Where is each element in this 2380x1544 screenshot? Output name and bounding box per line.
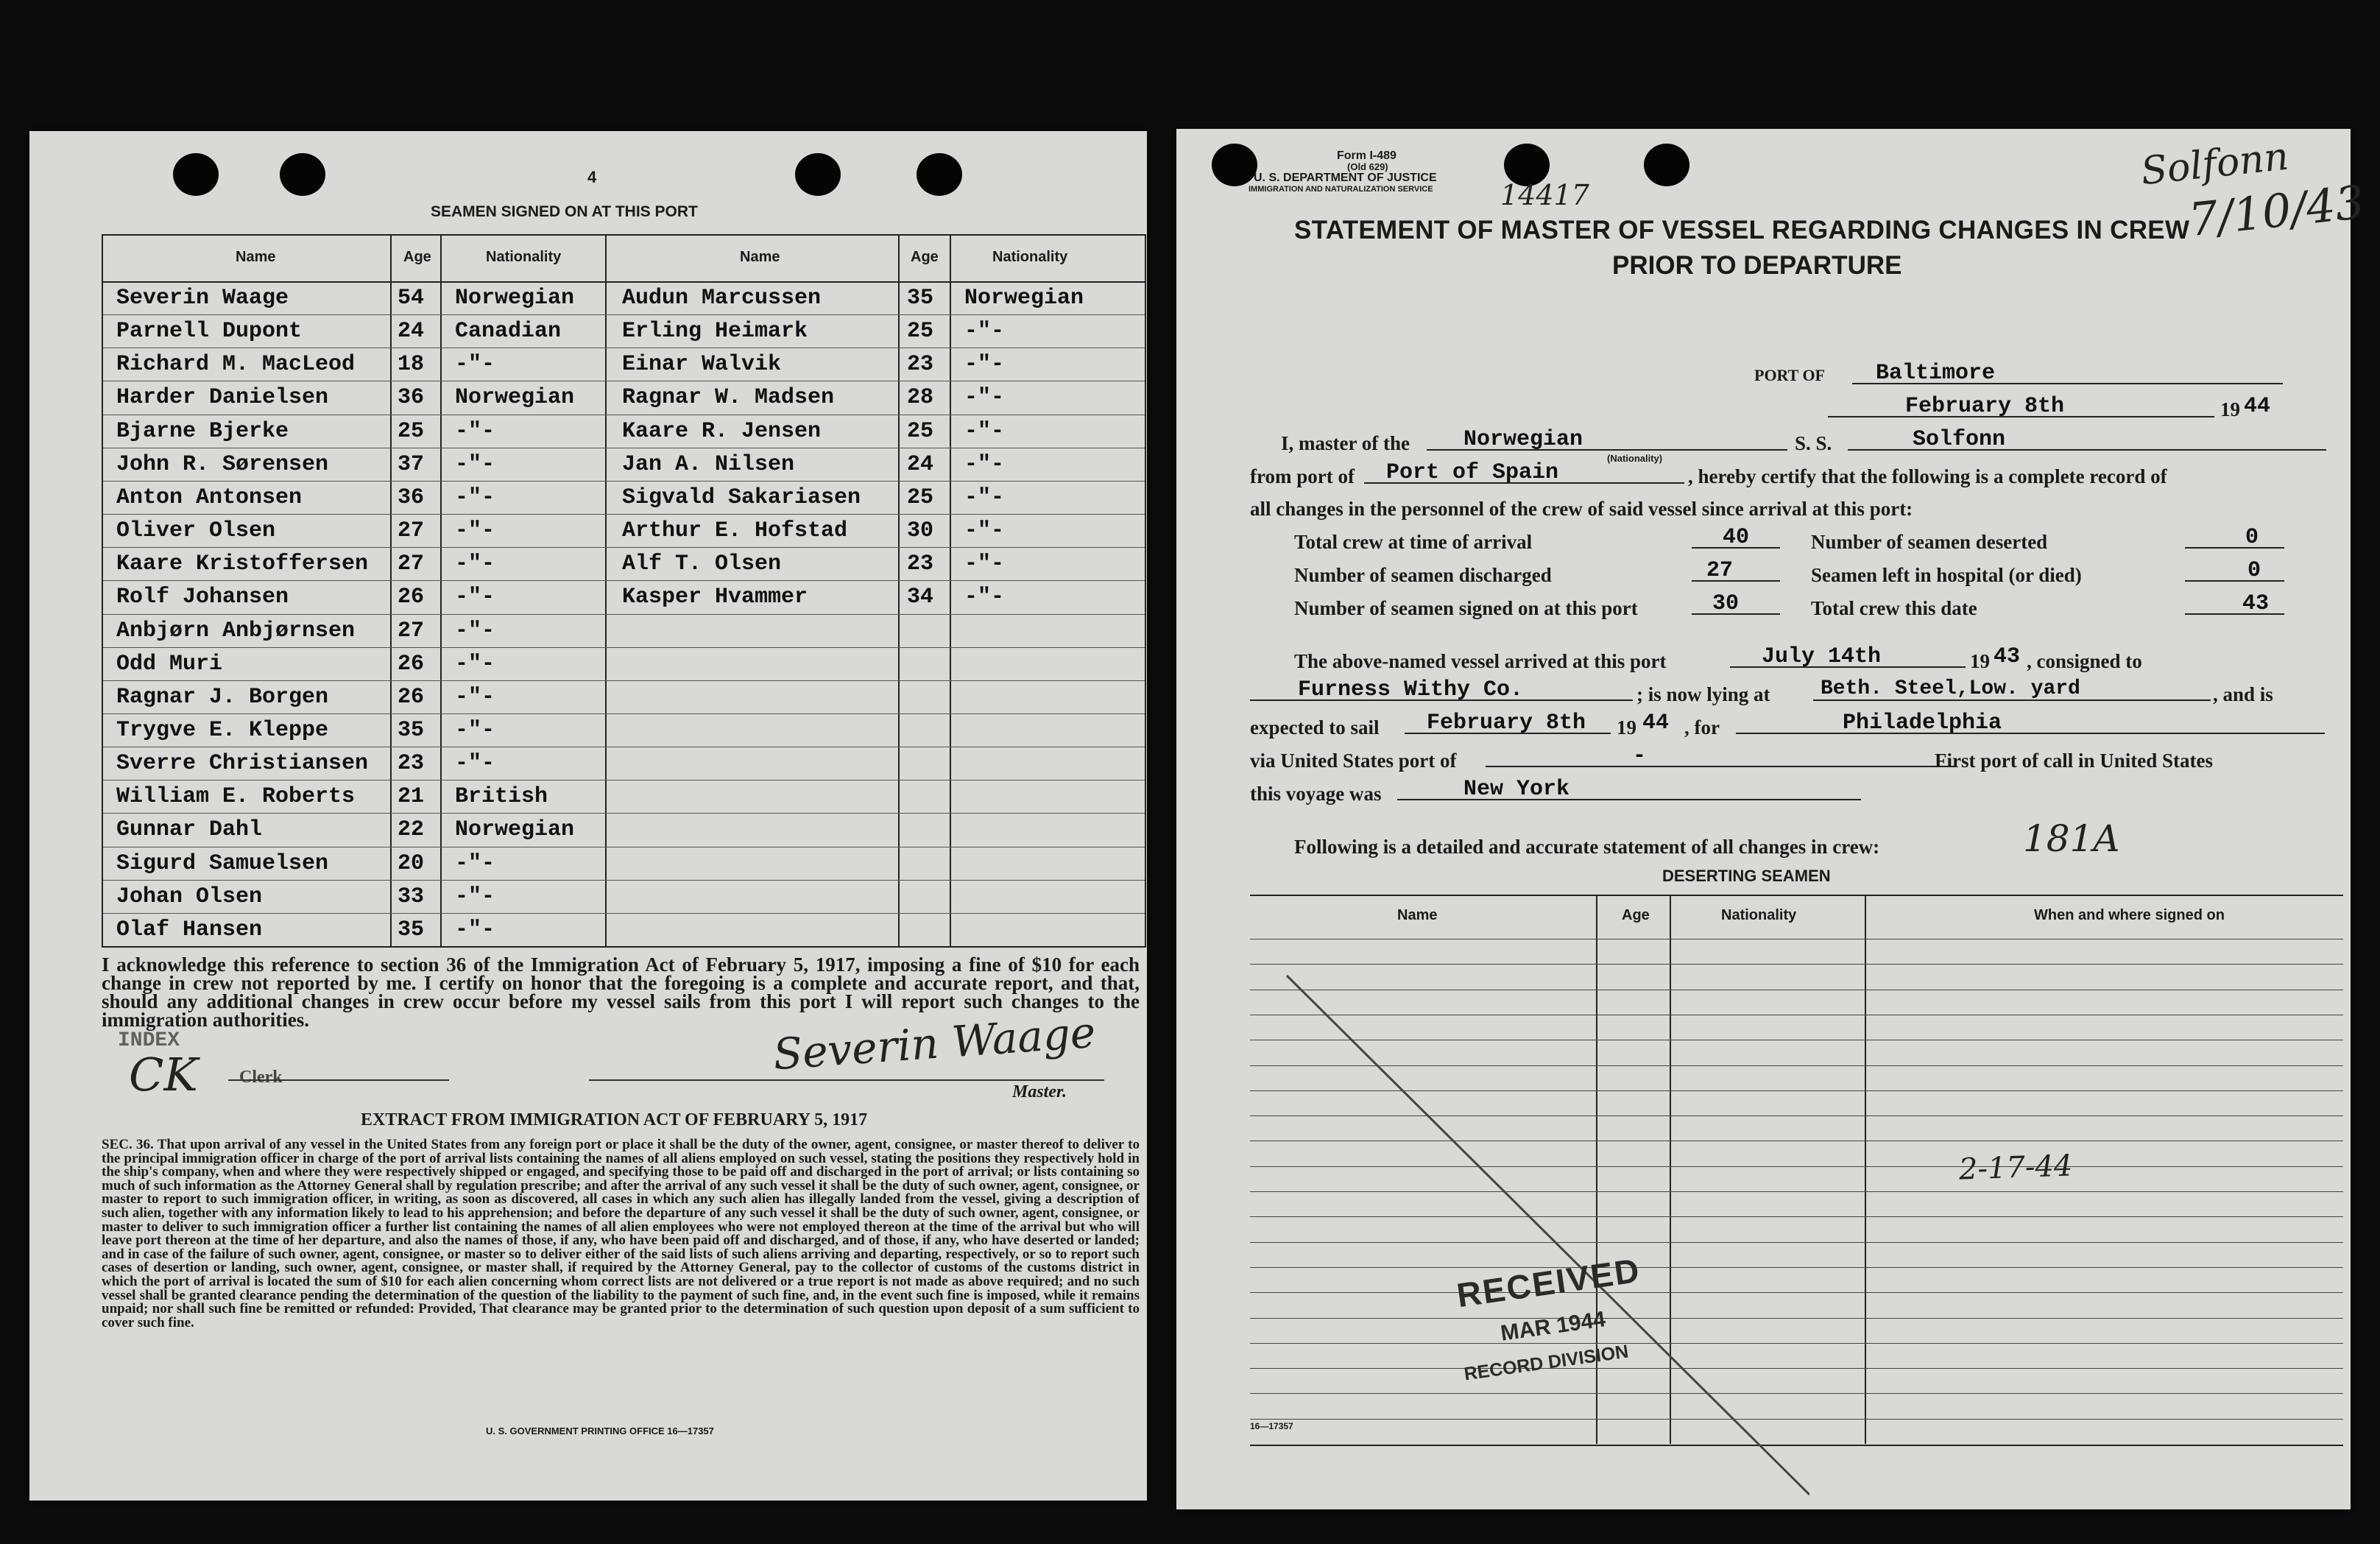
seaman-age: 27 (398, 551, 425, 577)
seaman-nationality: -"- (455, 518, 495, 544)
total-crew-date-label: Total crew this date (1811, 597, 1977, 619)
seaman-age: 33 (398, 884, 425, 909)
seaman-name: Rolf Johansen (116, 585, 289, 610)
nationality-value: Norwegian (1463, 427, 1583, 452)
seaman-age: 22 (398, 817, 425, 843)
form-old: (Old 629) (1347, 161, 1388, 172)
for-label: , for (1684, 716, 1720, 738)
handwritten-code: 181A (2023, 817, 2120, 860)
consigned-label: , consigned to (2027, 650, 2142, 672)
header-age: Age (911, 249, 939, 265)
seaman-age: 24 (907, 451, 934, 477)
certify-text-2: all changes in the personnel of the crew of said vessel since arrival at this port: (1250, 498, 1913, 520)
form-title-line2: PRIOR TO DEPARTURE (1612, 251, 1902, 280)
index-stamp: INDEX (118, 1029, 180, 1052)
seaman-age: 25 (907, 418, 934, 444)
seaman-name: Ragnar W. Madsen (622, 385, 835, 411)
date-value: February 8th (1905, 394, 2065, 419)
seaman-nationality: -"- (455, 850, 495, 876)
deserting-header-nationality: Nationality (1721, 907, 1797, 923)
sail-year: 44 (1642, 711, 1670, 736)
from-port-label: from port of (1250, 465, 1355, 487)
seaman-name: Parnell Dupont (116, 319, 303, 345)
seaman-name: Oliver Olsen (116, 518, 276, 544)
seaman-age: 35 (398, 917, 425, 942)
seaman-age: 23 (907, 352, 934, 378)
punch-hole (280, 153, 325, 196)
seaman-nationality: -"- (964, 385, 1005, 411)
consignee-value: Furness Withy Co. (1298, 677, 1524, 702)
deserting-header-when-where: When and where signed on (2034, 907, 2225, 923)
table-row-line (103, 813, 1145, 814)
voyage-label: this voyage was (1250, 783, 1382, 805)
seaman-nationality: -"- (964, 518, 1005, 544)
total-crew-arrival-label: Total crew at time of arrival (1294, 531, 1533, 553)
lying-at-value: Beth. Steel,Low. yard (1821, 677, 2080, 700)
table-row-line (103, 680, 1145, 681)
seaman-age: 27 (398, 518, 425, 544)
seaman-name: Sverre Christiansen (116, 751, 369, 777)
seaman-nationality: Norwegian (964, 286, 1084, 311)
arrived-year: 43 (1994, 644, 2021, 669)
seaman-name: Arthur E. Hofstad (622, 518, 848, 544)
port-value: Baltimore (1876, 361, 1996, 386)
seaman-age: 28 (907, 385, 934, 411)
seaman-age: 25 (907, 319, 934, 345)
seaman-age: 23 (907, 551, 934, 577)
master-label: Master. (1012, 1082, 1067, 1101)
table-row-line (103, 913, 1145, 914)
expected-label: expected to sail (1250, 716, 1380, 738)
clerk-label: Clerk (239, 1068, 283, 1087)
table-row-line (103, 580, 1145, 581)
seaman-nationality: Norwegian (455, 385, 575, 411)
seaman-nationality: -"- (455, 451, 495, 477)
seamen-deserted-label: Number of seamen deserted (1811, 531, 2048, 553)
seamen-table (102, 234, 1146, 948)
seaman-nationality: British (455, 784, 548, 810)
deserting-row-line (1250, 939, 2343, 940)
nationality-caption: (Nationality) (1607, 453, 1663, 464)
via-label: via United States port of (1250, 750, 1457, 772)
seaman-name: Sigurd Samuelsen (116, 850, 329, 876)
punch-hole (795, 153, 841, 196)
seaman-nationality: -"- (455, 651, 495, 677)
extract-title: EXTRACT FROM IMMIGRATION ACT OF FEBRUARY 5, 1917 (361, 1110, 868, 1129)
certify-text: , hereby certify that the following is a complete record of (1688, 465, 2167, 487)
seaman-nationality: -"- (455, 917, 495, 942)
header-age: Age (403, 249, 431, 265)
sail-date: February 8th (1427, 711, 1586, 736)
seaman-name: Sigvald Sakariasen (622, 484, 861, 510)
printing-office: U. S. GOVERNMENT PRINTING OFFICE 16—17357 (486, 1425, 714, 1437)
table-row-line (103, 314, 1145, 315)
seaman-name: Johan Olsen (116, 884, 263, 909)
page-number: 4 (587, 168, 597, 186)
seaman-nationality: -"- (964, 551, 1005, 577)
first-port-label: First port of call in United States (1935, 750, 2213, 772)
seaman-nationality: -"- (964, 418, 1005, 444)
year-prefix: 19 (2220, 398, 2240, 420)
arrived-year-prefix: 19 (1970, 650, 1990, 672)
seaman-age: 20 (398, 850, 425, 876)
seaman-name: Kaare R. Jensen (622, 418, 822, 444)
right-page (1176, 129, 2367, 1509)
lying-label: ; is now lying at (1636, 683, 1770, 705)
handwritten-ship: Solfonn (2139, 134, 2291, 194)
following-label: Following is a detailed and accurate statement of all changes in crew: (1294, 836, 1880, 858)
footer-code: 16—17357 (1250, 1421, 1293, 1431)
seaman-nationality: -"- (964, 352, 1005, 378)
seaman-age: 35 (907, 286, 934, 311)
form-title-line1: STATEMENT OF MASTER OF VESSEL REGARDING CHANGES IN CREW (1294, 216, 2190, 244)
seaman-age: 18 (398, 352, 425, 378)
hospital-label: Seamen left in hospital (or died) (1811, 564, 2082, 586)
seaman-nationality: -"- (455, 751, 495, 777)
deserting-header-name: Name (1397, 907, 1438, 923)
port-label: PORT OF (1754, 366, 1825, 384)
table-row-line (103, 614, 1145, 615)
left-page (29, 131, 1147, 1501)
seaman-nationality: -"- (964, 451, 1005, 477)
arrived-label: The above-named vessel arrived at this port (1294, 650, 1667, 672)
seaman-name: Richard M. MacLeod (116, 352, 356, 378)
table-row-line (103, 481, 1145, 482)
seaman-name: Alf T. Olsen (622, 551, 782, 577)
table-title: SEAMEN SIGNED ON AT THIS PORT (431, 203, 698, 220)
table-row-line (103, 514, 1145, 515)
seaman-nationality: -"- (455, 484, 495, 510)
total-crew-arrival-value: 40 (1723, 525, 1750, 550)
received-stamp: RECEIVED (1454, 1250, 1643, 1315)
hospital-value: 0 (2247, 558, 2261, 583)
seaman-nationality: -"- (964, 585, 1005, 610)
signed-on-label: Number of seamen signed on at this port (1294, 597, 1638, 619)
seaman-age: 30 (907, 518, 934, 544)
seaman-age: 25 (907, 484, 934, 510)
seamen-discharged-value: 27 (1706, 558, 1734, 583)
and-is-label: , and is (2213, 683, 2273, 705)
total-crew-date-value: 43 (2242, 591, 2270, 616)
master-signature: Severin Waage (771, 1007, 1098, 1080)
destination-value: Philadelphia (1843, 711, 2002, 736)
master-line (589, 1079, 1104, 1081)
seaman-name: Ragnar J. Borgen (116, 684, 329, 710)
clerk-line (228, 1079, 449, 1081)
vessel-value: Solfonn (1913, 427, 2006, 452)
seaman-age: 54 (398, 286, 425, 311)
table-row-line (103, 880, 1145, 881)
seaman-name: Olaf Hansen (116, 917, 263, 942)
seaman-name: Anbjørn Anbjørnsen (116, 618, 356, 644)
table-row-line (103, 547, 1145, 548)
file-number: 14417 (1500, 179, 1589, 211)
deserting-title: DESERTING SEAMEN (1662, 867, 1831, 885)
seaman-age: 34 (907, 585, 934, 610)
seaman-age: 25 (398, 418, 425, 444)
seaman-name: Severin Waage (116, 286, 289, 311)
handwritten-date: 7/10/43 (2186, 175, 2367, 247)
seaman-name: Trygve E. Kleppe (116, 717, 329, 743)
seaman-name: Einar Walvik (622, 352, 782, 378)
service: IMMIGRATION AND NATURALIZATION SERVICE (1249, 185, 1433, 194)
seaman-nationality: -"- (455, 585, 495, 610)
master-of-label: I, master of the (1281, 432, 1410, 454)
deserting-header-age: Age (1622, 907, 1650, 923)
punch-hole (917, 153, 962, 196)
seaman-age: 26 (398, 651, 425, 677)
seaman-name: Kaare Kristoffersen (116, 551, 369, 577)
seaman-age: 26 (398, 585, 425, 610)
seaman-name: Kasper Hvammer (622, 585, 808, 610)
seaman-age: 21 (398, 784, 425, 810)
seaman-nationality: Norwegian (455, 286, 575, 311)
first-port-value: New York (1463, 777, 1570, 802)
clerk-initials: CK (129, 1048, 198, 1101)
seamen-discharged-label: Number of seamen discharged (1294, 564, 1552, 586)
seaman-name: Audun Marcussen (622, 286, 822, 311)
seaman-age: 36 (398, 484, 425, 510)
right-form-body (1176, 129, 2351, 902)
header-nationality: Nationality (992, 249, 1068, 265)
seaman-nationality: -"- (455, 717, 495, 743)
seaman-name: Odd Muri (116, 651, 223, 677)
seaman-nationality: Norwegian (455, 817, 575, 843)
seaman-age: 27 (398, 618, 425, 644)
header-nationality: Nationality (486, 249, 562, 265)
seaman-name: William E. Roberts (116, 784, 356, 810)
acknowledgment-text: I acknowledge this reference to section 36 of the Immigration Act of February 5, 1917, imposing a fine of $10 for each change in crew not reported by me. I certify on honor that the foregoing is a complete and accurate report, and that, should any additional changes in crew occur before my vessel sails from this port I will report such changes to the immigration authorities. (102, 953, 1140, 1031)
seaman-age: 37 (398, 451, 425, 477)
department: U. S. DEPARTMENT OF JUSTICE (1254, 172, 1437, 184)
sail-year-prefix: 19 (1617, 716, 1636, 738)
year-value: 44 (2244, 394, 2271, 419)
seaman-nationality: -"- (455, 684, 495, 710)
seaman-name: Harder Danielsen (116, 385, 329, 411)
seamen-deserted-value: 0 (2245, 525, 2259, 550)
seaman-age: 23 (398, 751, 425, 777)
seaman-nationality: Canadian (455, 319, 562, 345)
diagonal-strike (1279, 968, 1809, 1498)
table-row-line (103, 713, 1145, 714)
deserting-row-line (1250, 964, 2343, 965)
seaman-nationality: -"- (964, 484, 1005, 510)
seaman-nationality: -"- (455, 618, 495, 644)
seaman-age: 24 (398, 319, 425, 345)
table-row-line (103, 647, 1145, 648)
stamp-date: MAR 1944 (1499, 1307, 1607, 1346)
seaman-nationality: -"- (455, 551, 495, 577)
seaman-nationality: -"- (455, 884, 495, 909)
punch-hole (173, 153, 219, 196)
seaman-nationality: -"- (964, 319, 1005, 345)
seaman-name: Anton Antonsen (116, 484, 303, 510)
ss-label: S. S. (1795, 432, 1832, 454)
seaman-nationality: -"- (455, 418, 495, 444)
stamp-division: RECORD DIVISION (1463, 1341, 1630, 1385)
seaman-name: Gunnar Dahl (116, 817, 263, 843)
form-number: Form I-489 (1337, 149, 1396, 162)
header-name: Name (236, 249, 276, 265)
seaman-name: John R. Sørensen (116, 451, 329, 477)
handwritten-date-2: 2-17-44 (1958, 1149, 2074, 1187)
seaman-nationality: -"- (455, 352, 495, 378)
arrived-date: July 14th (1762, 644, 1882, 669)
seaman-age: 35 (398, 717, 425, 743)
seaman-name: Bjarne Bjerke (116, 418, 289, 444)
seaman-name: Erling Heimark (622, 319, 808, 345)
header-name: Name (740, 249, 780, 265)
via-value: - (1633, 744, 1647, 769)
seaman-age: 36 (398, 385, 425, 411)
signed-on-value: 30 (1712, 591, 1740, 616)
extract-text: SEC. 36. That upon arrival of any vessel in the United States from any foreign port or place it shall be the duty of the owner, agent, consignee, or master thereof to deliver to the principal immigration officer in charge of the port of arrival lists containing the names of all aliens employed on such vessel, stating the positions they respectively hold in the ship's company, when and where they were respectively shipped or engaged, and specifying those to be paid off and discharged in the port of arrival; or lists containing so much of such information as the Attorney General shall by regulation prescribe; and after the arrival of any such vessel it shall be the duty of such owner, agent, consignee, or master to report to such immigration officer, in writing, as soon as discovered, all cases in which any such alien has illegally landed from the vessel, giving a description of such alien, together with any information likely to lead to his apprehension; and before the departure of any such vessel it shall be the duty of such owner, agent, consignee, or master to deliver to such immigration officer a further list containing the names of all alien employees who were not employed thereon at the time of the arrival but who will leave port thereon at the time of her departure, and also the names of those, if any, who have been paid off and discharged, and of those, if any, who have deserted or landed; and in case of the failure of such owner, agent, consignee, or master so to deliver either of the said lists of such aliens arriving and departing, respectively, or so to report such cases of desertion or landing, such owner, agent, consignee, or master shall, if required by the Attorney General, pay to the collector of customs of the customs district in which the port of arrival is located the sum of $10 for each alien concerning whom correct lists are not delivered or a true report is not made as above required; and no such vessel shall be granted clearance pending the determination of the question of the liability to the payment of such fine, and, in the event such fine is imposed, while it remains unpaid; nor shall such fine be remitted or refunded: Provided, That clearance may be granted prior to the determination of such question upon deposit of a sum sufficient to cover such fine. (102, 1137, 1140, 1330)
from-port-value: Port of Spain (1386, 460, 1559, 485)
seaman-age: 26 (398, 684, 425, 710)
seaman-name: Jan A. Nilsen (622, 451, 795, 477)
